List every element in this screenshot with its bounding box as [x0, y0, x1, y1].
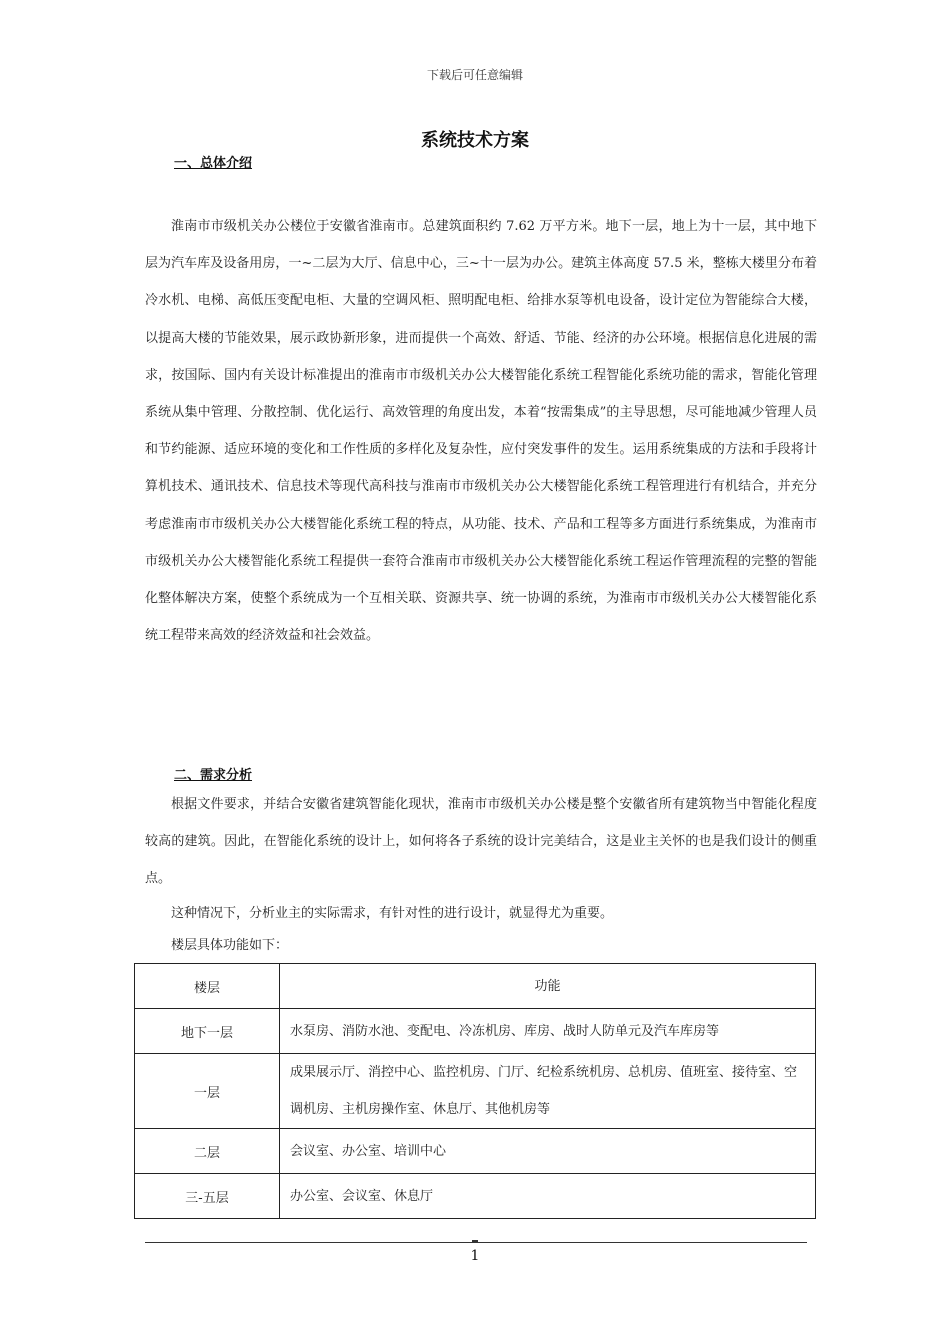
section-heading-overview: 一、总体介绍: [174, 156, 253, 171]
function-cell: 成果展示厅、消控中心、监控机房、门厅、纪检系统机房、总机房、值班室、接待室、空调机房、主机房操作室、休息厅、其他机房等: [280, 1054, 816, 1129]
section-heading-requirements: 二、需求分析: [174, 768, 253, 783]
function-cell: 办公室、会议室、休息厅: [280, 1174, 816, 1219]
footer-tick: [472, 1240, 478, 1243]
requirements-line-1: 这种情况下，分析业主的实际需求，有针对性的进行设计，就显得尤为重要。: [171, 906, 614, 921]
document-title: 系统技术方案: [421, 130, 529, 151]
requirements-line-2: 楼层具体功能如下：: [171, 938, 289, 953]
requirements-paragraph: [145, 786, 817, 898]
floor-cell: 一层: [135, 1054, 280, 1129]
overview-text: 淮南市市级机关办公楼位于安徽省淮南市。总建筑面积约 7.62 万平方米。地下一层，地上为十一层，其中地下层为汽车库及设备用房，一~二层为大厅、信息中心，三~十一层为办公。建筑主体高度 57.5 米，整栋大楼里分布着冷水机、电梯、高低压变配电柜、大量的空调风柜、照明配电柜、给排水泵等机电设备，设计定位为智能综合大楼，以提高大楼的节能效果，展示政协新形象，进而提供一个高效、舒适、节能、经济的办公环境。根据信息化进展的需求，按国际、国内有关设计标准提出的淮南市市级机关办公大楼智能化系统工程智能化系统功能的需求，智能化管理系统从集中管理、分散控制、优化运行、高效管理的角度出发，本着“按需集成”的主导思想，尽可能地减少管理人员和节约能源、适应环境的变化和工作性质的多样化及复杂性，应付突发事件的发生。运用系统集成的方法和手段将计算机技术、通讯技术、信息技术等现代高科技与淮南市市级机关办公大楼智能化系统工程管理进行有机结合，并充分考虑淮南市市级机关办公大楼智能化系统工程的特点，从功能、技术、产品和工程等多方面进行系统集成，为淮南市市级机关办公大楼智能化系统工程提供一套符合淮南市市级机关办公大楼智能化系统工程运作管理流程的完整的智能化整体解决方案，使整个系统成为一个互相关联、资源共享、统一协调的系统，为淮南市市级机关办公大楼智能化系统工程带来高效的经济效益和社会效益。: [145, 219, 817, 644]
function-cell: 水泵房、消防水池、变配电、冷冻机房、库房、战时人防单元及汽车库房等: [280, 1009, 816, 1054]
page-number: 1: [470, 1248, 480, 1264]
floor-cell: 三-五层: [135, 1174, 280, 1219]
overview-paragraph: [145, 208, 817, 654]
table-row: [135, 1054, 816, 1129]
header-floor: 楼层: [135, 964, 280, 1009]
header-note: 下载后可任意编辑: [426, 68, 523, 82]
requirements-text: 根据文件要求，并结合安徽省建筑智能化现状，淮南市市级机关办公楼是整个安徽省所有建筑物当中智能化程度较高的建筑。因此，在智能化系统的设计上，如何将各子系统的设计完美结合，这是业主关怀的也是我们设计的侧重点。: [145, 797, 817, 887]
floor-cell: 二层: [135, 1129, 280, 1174]
function-cell: 会议室、办公室、培训中心: [280, 1129, 816, 1174]
table-row: [135, 1009, 816, 1054]
table-row: [135, 1129, 816, 1174]
table-row: [135, 1174, 816, 1219]
floor-function-table: [134, 963, 816, 1219]
header-function: 功能: [280, 964, 816, 1009]
floor-cell: 地下一层: [135, 1009, 280, 1054]
table-header-row: [135, 964, 816, 1009]
